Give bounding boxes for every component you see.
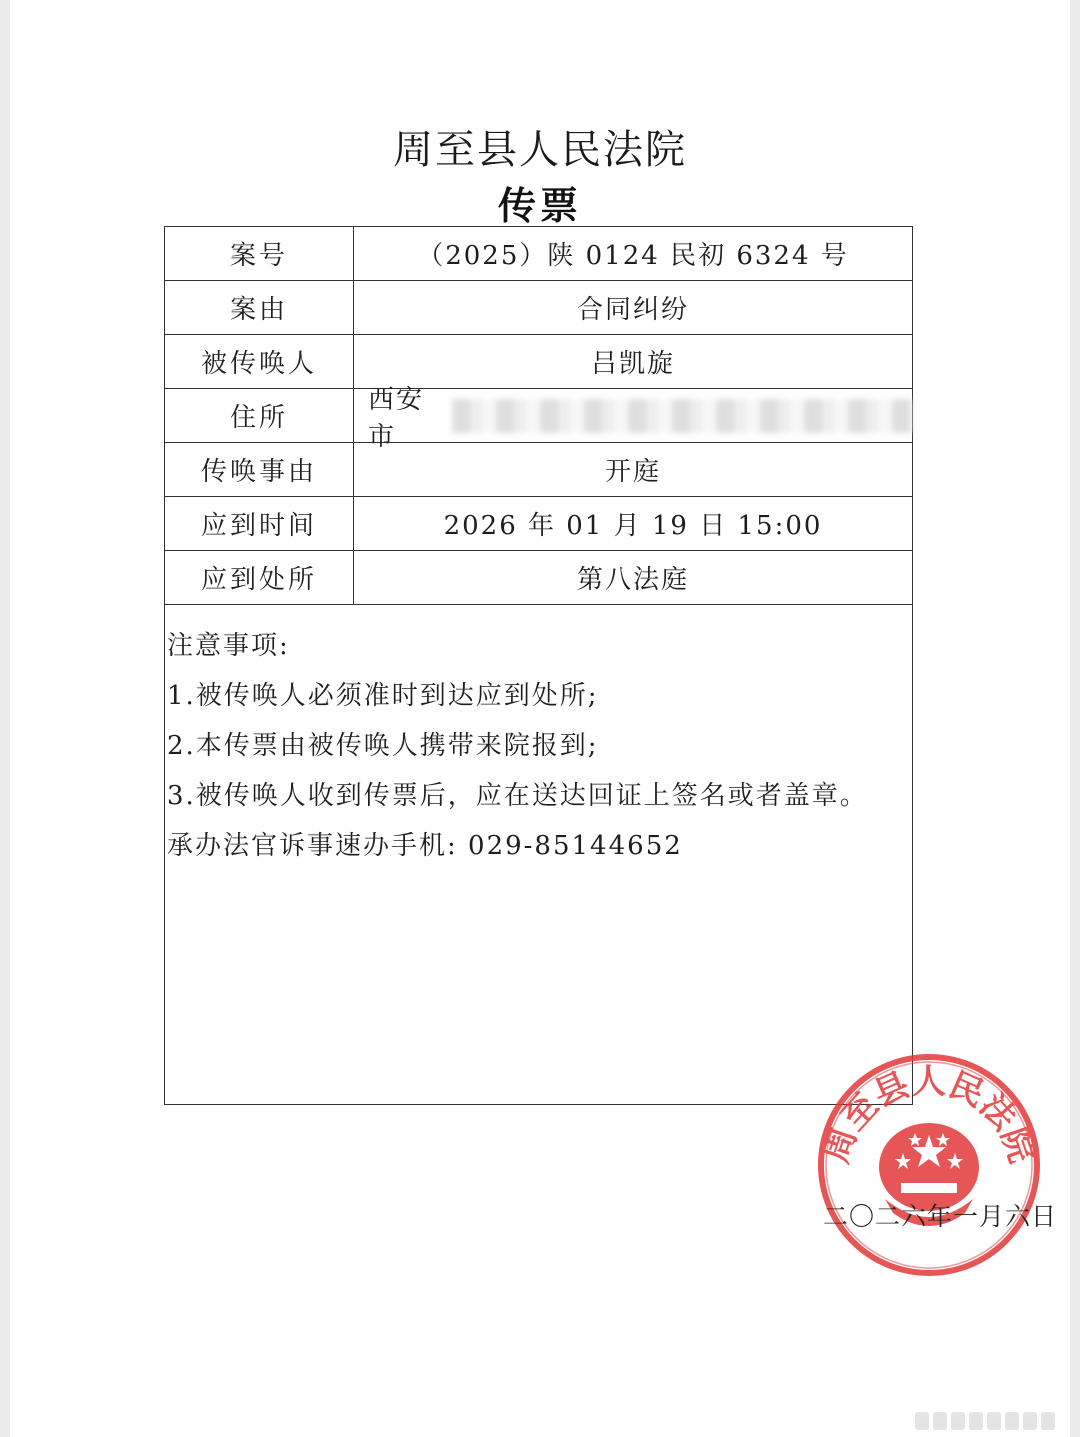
- field-label-case-number: 案号: [165, 227, 354, 280]
- page-dot: [915, 1412, 929, 1430]
- table-row: [165, 384, 912, 452]
- field-value-reason: 开庭: [604, 457, 661, 487]
- note-item: 1.被传唤人必须准时到达应到处所;: [167, 681, 599, 711]
- field-label-address: 住所: [165, 389, 354, 442]
- field-value-appear-place: 第八法庭: [576, 565, 689, 595]
- page-dot: [1005, 1412, 1019, 1430]
- issue-date: 二〇二六年一月六日: [823, 1202, 1058, 1231]
- judge-contact: 承办法官诉事速办手机: 029-85144652: [167, 831, 683, 861]
- document-title: 传票: [497, 183, 582, 228]
- table-row: [165, 281, 912, 335]
- table-row: [165, 227, 912, 281]
- page-dot: [1023, 1412, 1037, 1430]
- note-item: 2.本传票由被传唤人携带来院报到;: [167, 731, 599, 761]
- field-value-address: 西安市: [368, 384, 425, 452]
- table-row: [165, 443, 912, 497]
- table-row: [165, 335, 912, 389]
- field-value-appear-time: 2026 年 01 月 19 日 15:00: [443, 511, 823, 541]
- field-label-reason: 传唤事由: [165, 443, 354, 496]
- summons-table: [164, 226, 1058, 1231]
- table-row: [165, 551, 912, 605]
- redaction-blur: [452, 399, 912, 433]
- court-seal: [815, 1049, 1043, 1281]
- field-label-appear-place: 应到处所: [165, 551, 354, 604]
- page-dot: [969, 1412, 983, 1430]
- page-dot: [1041, 1412, 1055, 1430]
- page-indicator: [915, 1412, 1055, 1430]
- page-dot: [987, 1412, 1001, 1430]
- page-dot: [933, 1412, 947, 1430]
- seal-text: 周至县人民法院: [816, 1062, 1042, 1168]
- notes-heading: 注意事项:: [167, 631, 290, 661]
- table-row: [165, 497, 912, 551]
- page-dot: [951, 1412, 965, 1430]
- field-value-summoned-person: 吕凯旋: [590, 349, 675, 379]
- court-name: 周至县人民法院: [393, 127, 687, 173]
- notes-section: [167, 621, 907, 871]
- court-seal-graphic: [815, 1049, 1043, 1281]
- field-label-case-cause: 案由: [165, 281, 354, 334]
- field-value-case-cause: 合同纠纷: [576, 295, 689, 325]
- field-value-address-cell: [354, 384, 912, 452]
- field-label-summoned-person: 被传唤人: [165, 335, 354, 388]
- note-item: 3.被传唤人收到传票后，应在送达回证上签名或者盖章。: [167, 781, 868, 811]
- field-value-case-number: （2025）陕 0124 民初 6324 号: [417, 241, 849, 271]
- field-label-appear-time: 应到时间: [165, 497, 354, 550]
